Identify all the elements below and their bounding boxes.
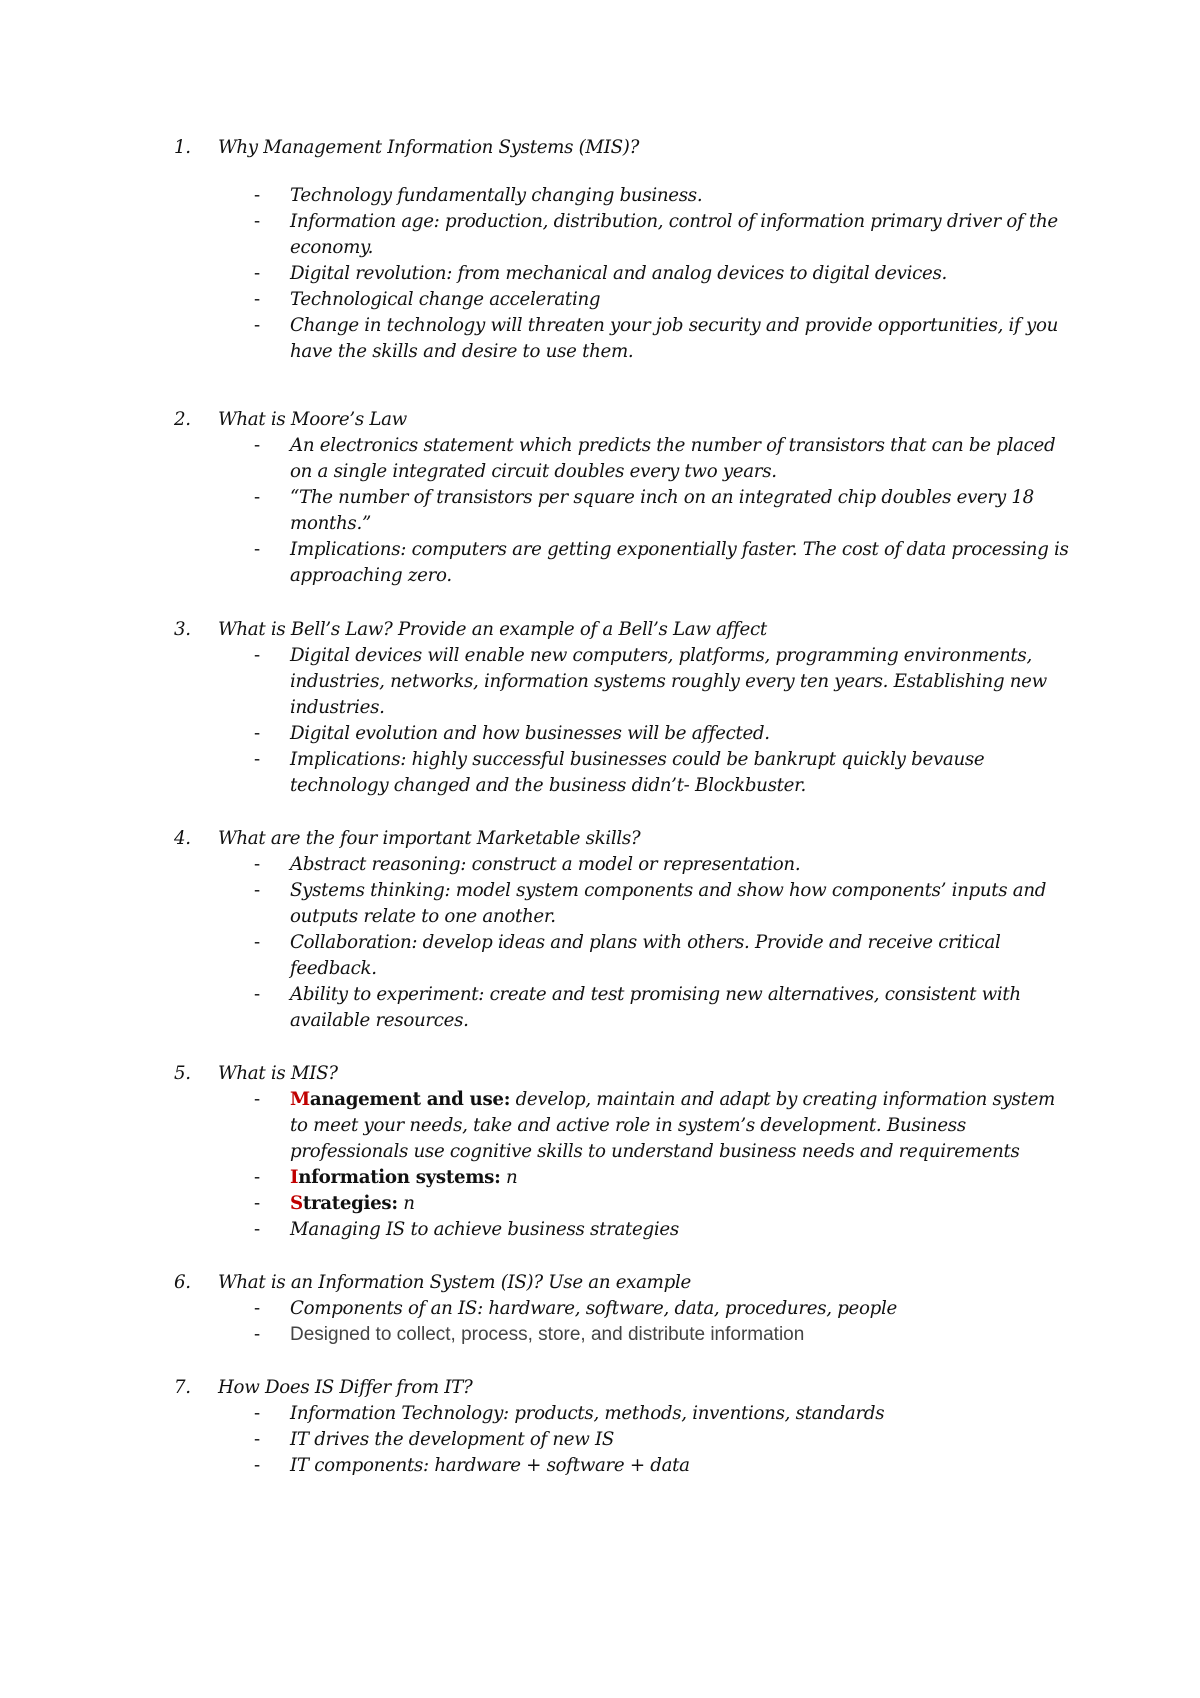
answer-list — [0, 1401, 1200, 1479]
dash-marker: - — [254, 539, 260, 560]
question-title: Why Management Information Systems (MIS)? — [218, 137, 640, 158]
answer-list — [0, 433, 1200, 589]
answer-list — [0, 1296, 1200, 1348]
list-item: - Digital devices will enable new computers, platforms, programming environments, industries, networks, information systems roughly every ten years. Establishing new industries. — [254, 645, 1047, 718]
acronym-letter: I — [290, 1167, 299, 1188]
dash-marker: - — [254, 263, 260, 284]
list-item: - Collaboration: develop ideas and plans with others. Provide and receive critical feedback. — [254, 932, 1001, 979]
acronym-letter: M — [290, 1089, 310, 1110]
question-number: 4. — [174, 828, 191, 849]
list-item: - Designed to collect, process, store, and distribute information — [0, 1322, 1070, 1348]
list-item: - Abstract reasoning: construct a model or representation. — [0, 852, 1070, 878]
dash-marker: - — [254, 645, 260, 666]
list-item: - Systems thinking: model system components and show how components’ inputs and outputs relate to one another. — [254, 880, 1047, 927]
answer-list — [0, 643, 1200, 799]
list-item: - Components of an IS: hardware, software, data, procedures, people — [0, 1296, 1070, 1322]
list-item: - Managing IS to achieve business strategies — [0, 1217, 1070, 1243]
dash-marker: - — [254, 854, 260, 875]
list-item: - IT drives the development of new IS — [0, 1427, 1070, 1453]
question-title: What is MIS? — [218, 1063, 338, 1084]
dash-marker: - — [254, 1219, 260, 1240]
list-item: - Technological change accelerating — [0, 287, 1070, 313]
dash-marker: - — [254, 1429, 260, 1450]
dash-marker: - — [254, 1455, 260, 1476]
dash-marker: - — [254, 211, 260, 232]
list-item: - IT components: hardware + software + data — [0, 1453, 1070, 1479]
term-label: nformation systems: — [298, 1167, 501, 1188]
list-item: - Management and use: develop, maintain and adapt by creating information system to meet your needs, take and active role in system’s development. Business professionals use cognitive skills to understand business needs and requirements — [254, 1089, 1056, 1162]
dash-marker: - — [254, 984, 260, 1005]
term-label: trategies: — [302, 1193, 398, 1214]
dash-marker: - — [254, 1167, 260, 1188]
list-item: - Digital evolution and how businesses will be affected. — [0, 721, 1070, 747]
question-title: What is Moore’s Law — [218, 409, 407, 430]
list-item: - Digital revolution: from mechanical and analog devices to digital devices. — [0, 261, 1070, 287]
list-item: - “The number of transistors per square inch on an integrated chip doubles every 18 months.” — [254, 487, 1034, 534]
dash-marker: - — [254, 315, 260, 336]
question-number: 5. — [174, 1063, 191, 1084]
question-title: How Does IS Differ from IT? — [218, 1377, 473, 1398]
list-item: - Ability to experiment: create and test promising new alternatives, consistent with available resources. — [254, 984, 1021, 1031]
question-number: 3. — [174, 619, 191, 640]
dash-marker: - — [254, 1089, 260, 1110]
dash-marker: - — [254, 749, 260, 770]
question-title: What is an Information System (IS)? Use an example — [218, 1272, 691, 1293]
dash-marker: - — [254, 185, 260, 206]
dash-marker: - — [254, 487, 260, 508]
answer-list — [0, 1087, 1200, 1243]
list-item: - Information Technology: products, methods, inventions, standards — [0, 1401, 1070, 1427]
dash-marker: - — [254, 1193, 260, 1214]
list-item: - Implications: computers are getting exponentially faster. The cost of data processing is approaching zero. — [254, 539, 1069, 586]
question-number: 2. — [174, 409, 191, 430]
list-item: - Change in technology will threaten your job security and provide opportunities, if you have the skills and desire to use them. — [254, 315, 1059, 362]
list-item: - Information age: production, distribution, control of information primary driver of the economy. — [254, 211, 1058, 258]
term-label: anagement and use: — [309, 1089, 511, 1110]
dash-marker: - — [254, 435, 260, 456]
list-item: - An electronics statement which predicts the number of transistors that can be placed on a single integrated circuit doubles every two years. — [254, 435, 1056, 482]
answer-list — [0, 852, 1200, 1034]
dash-marker: - — [254, 289, 260, 310]
dash-marker: - — [254, 1298, 260, 1319]
dash-marker: - — [254, 880, 260, 901]
question-number: 6. — [174, 1272, 191, 1293]
question-title: What are the four important Marketable skills? — [218, 828, 641, 849]
list-item: - Strategies: n — [0, 1191, 1070, 1217]
dash-marker: - — [254, 723, 260, 744]
dash-marker: - — [254, 932, 260, 953]
question-number: 7. — [174, 1377, 191, 1398]
list-item: - Information systems: n — [0, 1165, 1070, 1191]
question-number: 1. — [174, 137, 191, 158]
list-item: - Implications: highly successful businesses could be bankrupt quickly bevause technology changed and the business didn’t- Blockbuster. — [254, 749, 985, 796]
dash-marker: - — [254, 1403, 260, 1424]
answer-list — [0, 183, 1200, 365]
acronym-letter: S — [290, 1193, 303, 1214]
dash-marker: - — [254, 1324, 260, 1345]
list-item: - Technology fundamentally changing business. — [0, 183, 1070, 209]
question-title: What is Bell’s Law? Provide an example of a Bell’s Law affect — [218, 619, 767, 640]
